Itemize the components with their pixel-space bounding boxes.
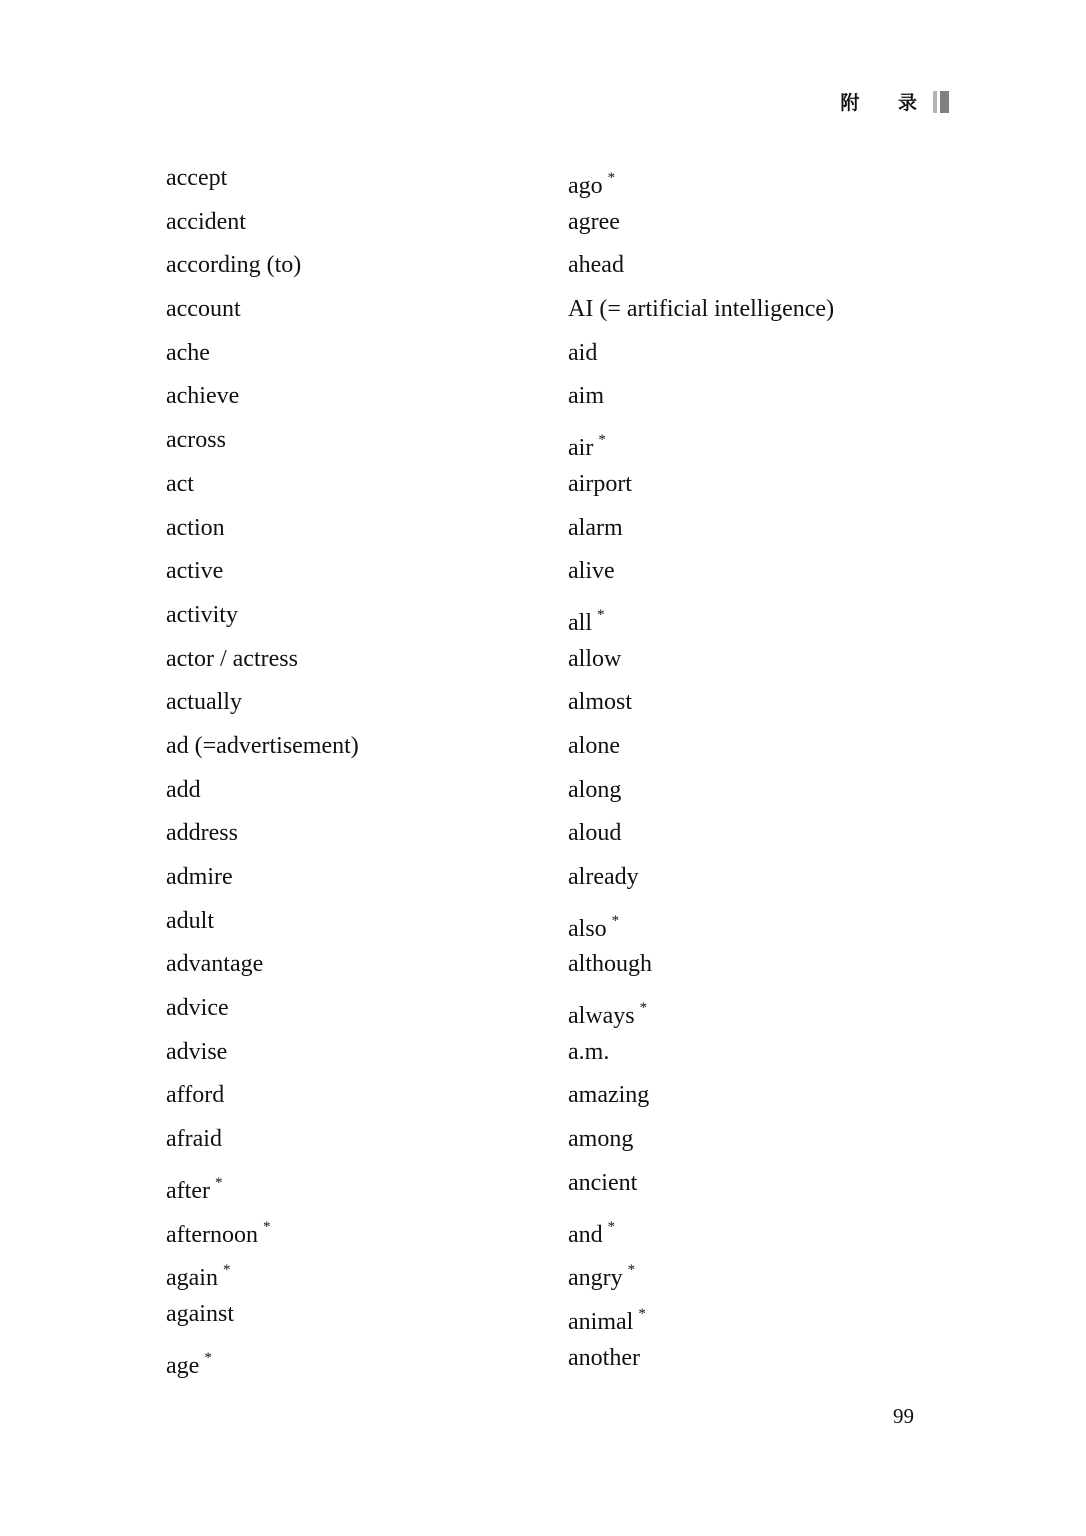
word-entry <box>166 244 359 288</box>
word-text: already <box>568 864 639 890</box>
asterisk-mark: * <box>262 1218 271 1235</box>
word-entry <box>568 812 834 856</box>
header-bar-thin <box>933 91 937 113</box>
asterisk-mark: * <box>607 1218 616 1235</box>
word-entry <box>166 288 359 332</box>
word-entry <box>166 725 359 769</box>
word-text: and <box>568 1221 603 1248</box>
header-bar-icon <box>933 91 949 113</box>
word-entry <box>568 463 834 507</box>
word-entry <box>568 681 834 725</box>
header-title: 附 录 <box>840 92 933 114</box>
asterisk-mark: * <box>204 1349 212 1366</box>
word-entry <box>166 157 359 201</box>
word-text: afraid <box>166 1126 222 1153</box>
word-entry <box>166 769 359 813</box>
word-text: age <box>166 1352 200 1379</box>
word-entry <box>166 943 359 987</box>
word-text: according (to) <box>166 252 302 279</box>
word-text: accept <box>166 165 228 191</box>
word-entry <box>568 1206 834 1250</box>
word-entry <box>568 1031 834 1075</box>
word-text: add <box>166 776 201 803</box>
word-entry <box>568 375 834 419</box>
word-text: ache <box>166 339 210 366</box>
word-entry <box>568 1293 834 1337</box>
word-text: also <box>568 915 607 942</box>
word-text: advise <box>166 1038 228 1065</box>
page-number: 99 <box>893 1404 914 1428</box>
word-text: all <box>568 609 592 636</box>
word-text: aid <box>568 339 598 366</box>
word-entry <box>568 1118 834 1162</box>
word-text: almost <box>568 689 632 716</box>
word-entry <box>166 1162 359 1206</box>
word-entry <box>166 507 359 551</box>
word-entry <box>166 812 359 856</box>
word-entry <box>166 332 359 376</box>
word-text: always <box>568 1003 635 1030</box>
word-text: act <box>166 470 194 497</box>
word-text: action <box>166 514 225 541</box>
word-entry <box>568 725 834 769</box>
word-text: advantage <box>166 951 264 978</box>
word-entry <box>166 638 359 682</box>
word-entry <box>568 638 834 682</box>
word-text: angry <box>568 1265 623 1292</box>
word-text: account <box>166 296 241 323</box>
word-entry <box>568 507 834 551</box>
word-entry <box>568 594 834 638</box>
word-entry <box>568 332 834 376</box>
word-text: advice <box>166 995 229 1022</box>
word-text: active <box>166 558 224 585</box>
word-text: ago <box>568 173 603 199</box>
word-text: another <box>568 1344 640 1371</box>
word-entry <box>166 375 359 419</box>
word-text: aloud <box>568 820 622 847</box>
word-text: accident <box>166 208 246 235</box>
word-text: across <box>166 427 226 454</box>
word-text: although <box>568 951 652 978</box>
asterisk-mark: * <box>627 1262 636 1279</box>
word-entry <box>166 1031 359 1075</box>
word-text: along <box>568 776 622 803</box>
word-list-right-column <box>568 157 834 1380</box>
word-text: a.m. <box>568 1038 610 1065</box>
word-text: alone <box>568 732 620 759</box>
word-entry <box>166 1293 359 1337</box>
word-list-left-column <box>166 157 359 1380</box>
word-text: air <box>568 435 594 462</box>
word-entry <box>166 201 359 245</box>
word-entry <box>166 419 359 463</box>
word-text: amazing <box>568 1082 650 1109</box>
asterisk-mark: * <box>638 1305 646 1322</box>
asterisk-mark: * <box>597 606 605 623</box>
asterisk-mark: * <box>607 170 616 186</box>
word-entry <box>568 550 834 594</box>
word-text: aim <box>568 383 604 410</box>
word-entry <box>568 1162 834 1206</box>
word-entry <box>568 943 834 987</box>
word-entry <box>568 987 834 1031</box>
word-entry <box>568 157 834 201</box>
word-text: ahead <box>568 252 624 279</box>
word-text: again <box>166 1265 218 1292</box>
word-text: activity <box>166 601 238 628</box>
word-text: allow <box>568 645 622 672</box>
running-header <box>840 88 949 115</box>
word-entry <box>166 1074 359 1118</box>
word-entry <box>166 900 359 944</box>
word-text: address <box>166 820 238 847</box>
word-text: alarm <box>568 514 623 541</box>
word-entry <box>568 1249 834 1293</box>
word-entry <box>166 550 359 594</box>
word-text: agree <box>568 208 620 235</box>
word-text: among <box>568 1126 634 1153</box>
word-entry <box>166 594 359 638</box>
word-entry <box>166 1118 359 1162</box>
word-entry <box>568 288 834 332</box>
word-text: actually <box>166 689 242 716</box>
word-entry <box>166 681 359 725</box>
word-text: after <box>166 1177 210 1204</box>
word-text: against <box>166 1300 234 1327</box>
word-entry <box>568 900 834 944</box>
word-entry <box>166 1249 359 1293</box>
word-text: afternoon <box>166 1221 258 1248</box>
word-text: airport <box>568 470 632 497</box>
word-entry <box>568 1074 834 1118</box>
asterisk-mark: * <box>214 1174 223 1191</box>
word-entry <box>568 1337 834 1381</box>
word-entry <box>568 856 834 900</box>
asterisk-mark: * <box>639 1000 648 1017</box>
word-text: ad (=advertisement) <box>166 732 359 759</box>
word-entry <box>166 1206 359 1250</box>
word-entry <box>166 987 359 1031</box>
word-text: admire <box>166 864 233 890</box>
word-text: actor / actress <box>166 645 298 672</box>
word-text: afford <box>166 1082 225 1109</box>
word-entry <box>568 244 834 288</box>
word-text: adult <box>166 907 214 934</box>
word-text: achieve <box>166 383 240 410</box>
word-text: AI (= artificial intelligence) <box>568 296 835 323</box>
word-entry <box>568 769 834 813</box>
header-bar-thick <box>940 91 949 113</box>
word-entry <box>166 856 359 900</box>
word-entry <box>568 201 834 245</box>
asterisk-mark: * <box>611 912 620 929</box>
word-entry <box>166 463 359 507</box>
word-entry <box>166 1337 359 1381</box>
word-text: animal <box>568 1308 634 1335</box>
asterisk-mark: * <box>222 1262 231 1279</box>
asterisk-mark: * <box>598 432 606 449</box>
word-entry <box>568 419 834 463</box>
word-text: alive <box>568 558 615 585</box>
word-text: ancient <box>568 1169 638 1196</box>
